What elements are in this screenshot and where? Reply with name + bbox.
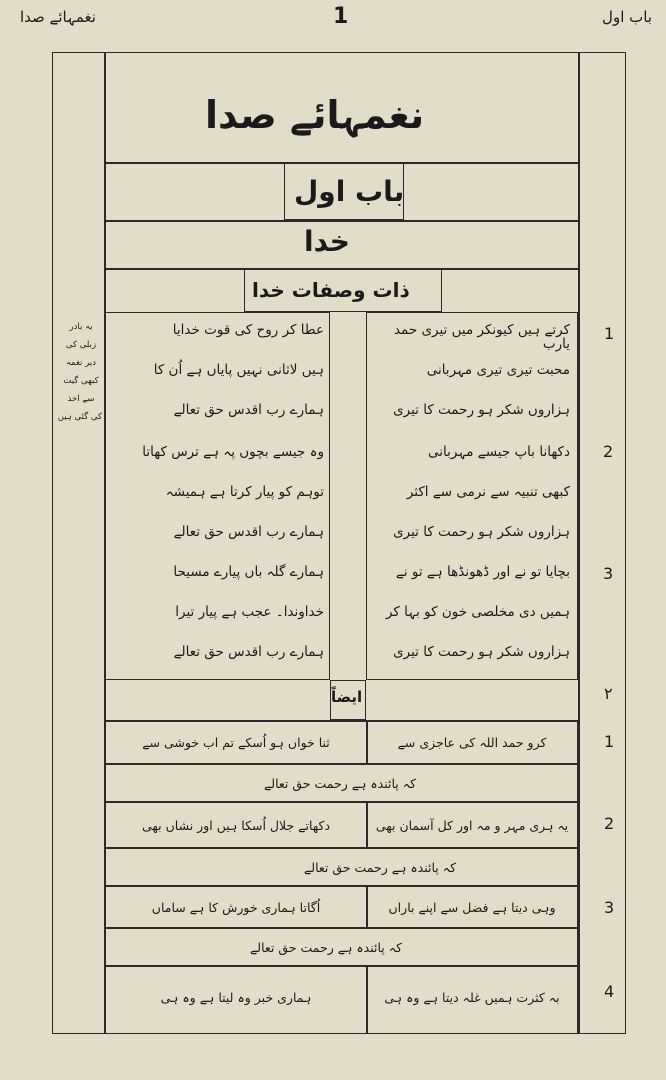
header-page-number: 1 — [333, 4, 349, 29]
refrain: کہ پائندہ ہے رحمت حق تعالے — [263, 776, 417, 791]
section-heading: ذات وصفات خدا — [252, 278, 410, 302]
verse-number: 4 — [604, 982, 615, 1001]
verse-left: ثنا خواں ہو اُسکے تم اب خوشی سے — [142, 735, 330, 750]
part2-marker: ۲ — [604, 684, 613, 703]
verse-line: خداوندا۔ عجب ہے پیار تیرا — [175, 604, 324, 620]
verse-right: بہ کثرت ہمیں غلہ دیتا ہے وہ ہی — [384, 990, 560, 1005]
verse-number: 3 — [604, 898, 615, 917]
verse-line: توہم کو پیار کرتا ہے ہمیشہ — [165, 484, 324, 500]
verse-line: محبت تیری تیری مہربانی — [426, 362, 570, 378]
side-note-line: بہ بادر — [69, 322, 93, 332]
page-title: نغمہائے صدا — [205, 93, 425, 137]
verse-left: دکھاتے جلال اُسکا ہیں اور نشاں بھی — [141, 818, 331, 833]
side-note-line: زبلی کی — [65, 340, 97, 350]
verse-line: عطا کر روح کی قوت خدایا — [172, 322, 324, 338]
verse-line: کرتے ہیں کیونکر میں تیری حمد یارب — [393, 322, 570, 352]
side-note-line: سے اخذ — [67, 394, 95, 404]
refrain: کہ پائندہ ہے رحمت حق تعالے — [249, 940, 403, 955]
chapter-rule — [104, 220, 578, 222]
verse-line: وہ جیسے بچوں پہ ہے ترس کھاتا — [142, 444, 324, 460]
subject-heading: خدا — [304, 225, 350, 258]
verse-line: ہیں لاثانی نہیں پایاں ہے اُن کا — [153, 362, 324, 378]
side-note-line: کبھی گیت — [63, 376, 99, 386]
verse-left: اُگاتا ہماری خورش کا ہے ساماں — [151, 900, 321, 915]
chapter-heading: باب اول — [294, 175, 405, 208]
verse-line: کبھی تنبیہ سے نرمی سے اکثر — [406, 484, 570, 500]
second-heading: ایضاً — [331, 688, 363, 706]
side-note-line: کی گئی ہیں — [57, 412, 102, 422]
verse-line: ہمارے رب اقدس حق تعالے — [173, 644, 324, 660]
verse-line: بچایا تو نے اور ڈھونڈھا ہے تو نے — [395, 564, 570, 580]
header-left: نغمہائے صدا — [20, 8, 96, 26]
refrain: کہ پائندہ ہے رحمت حق تعالے — [303, 860, 457, 875]
verse-line: ہزاروں شکر ہو رحمت کا تیری — [393, 402, 570, 418]
verse-line: دکھانا باپ جیسے مہربانی — [428, 444, 570, 460]
verse-line: ہزاروں شکر ہو رحمت کا تیری — [393, 524, 570, 540]
verse-number: 2 — [603, 442, 614, 461]
right-margin-rule — [578, 52, 580, 1034]
verse-line: ہمارے گلہ باں پیارے مسیحا — [173, 564, 324, 580]
verse-line: ہمارے رب اقدس حق تعالے — [173, 402, 324, 418]
verse-right: کرو حمد اللہ کی عاجزی سے — [397, 735, 547, 750]
verse-right: یہ ہری مہر و مہ اور کل آسمان بھی — [375, 818, 569, 833]
header-right: باب اول — [602, 8, 652, 26]
verse-number: 2 — [604, 814, 615, 833]
verse-number: 1 — [604, 324, 615, 343]
verse-line: ہمیں دی مخلصی خون کو بہا کر — [385, 604, 570, 620]
verse-right: وہی دیتا ہے فضل سے اپنے باراں — [388, 900, 556, 915]
verse-number: 1 — [604, 732, 615, 751]
verse-line: ہزاروں شکر ہو رحمت کا تیری — [393, 644, 570, 660]
verse-left: ہماری خبر وہ لیتا ہے وہ ہی — [160, 990, 312, 1005]
verse-number: 3 — [603, 564, 614, 583]
side-note-line: دیر نغمہ — [66, 358, 96, 368]
verse-line: ہمارے رب اقدس حق تعالے — [173, 524, 324, 540]
